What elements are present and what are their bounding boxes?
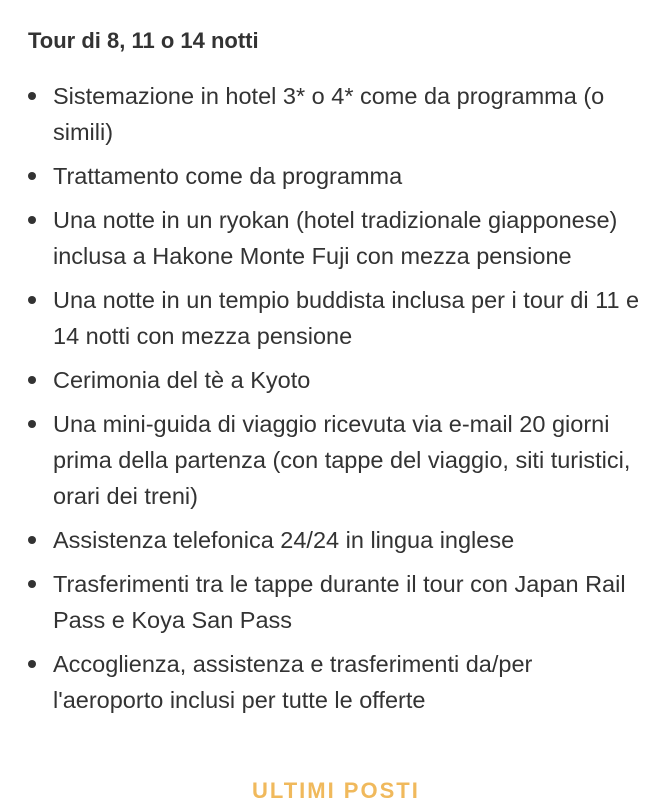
list-item-text: Assistenza telefonica 24/24 in lingua inglese [53,527,515,553]
list-item [0,158,640,194]
list-item [0,202,640,274]
bullet-icon [28,172,36,180]
list-item [0,406,640,514]
bullet-icon [28,420,36,428]
list-item-text: Accoglienza, assistenza e trasferimenti da/per l'aeroporto inclusi per tutte le offerte [53,651,533,713]
list-item-text: Sistemazione in hotel 3* o 4* come da programma (o simili) [53,83,605,145]
list-item [0,282,640,354]
last-seats-link[interactable]: ULTIMI POSTI [252,778,420,803]
inclusions-list [0,78,640,726]
bullet-icon [28,296,36,304]
list-item [0,646,640,718]
bullet-icon [28,536,36,544]
list-item-text: Una notte in un ryokan (hotel tradizionale giapponese) inclusa a Hakone Monte Fuji con mezza pensione [53,207,618,269]
list-item-text: Una mini-guida di viaggio ricevuta via e-mail 20 giorni prima della partenza (con tappe del viaggio, siti turistici, orari dei treni) [53,411,631,509]
list-item [0,78,640,150]
list-item-text: Una notte in un tempio buddista inclusa per i tour di 11 e 14 notti con mezza pensione [53,287,640,349]
list-item [0,566,640,638]
bullet-icon [28,660,36,668]
section-title: Tour di 8, 11 o 14 notti [28,28,259,53]
list-item-text: Trattamento come da programma [53,163,403,189]
list-item [0,362,640,398]
list-item-text: Trasferimenti tra le tappe durante il tour con Japan Rail Pass e Koya San Pass [53,571,626,633]
list-item-text: Cerimonia del tè a Kyoto [53,367,311,393]
bullet-icon [28,376,36,384]
bullet-icon [28,216,36,224]
list-item [0,522,640,558]
bullet-icon [28,580,36,588]
bullet-icon [28,92,36,100]
